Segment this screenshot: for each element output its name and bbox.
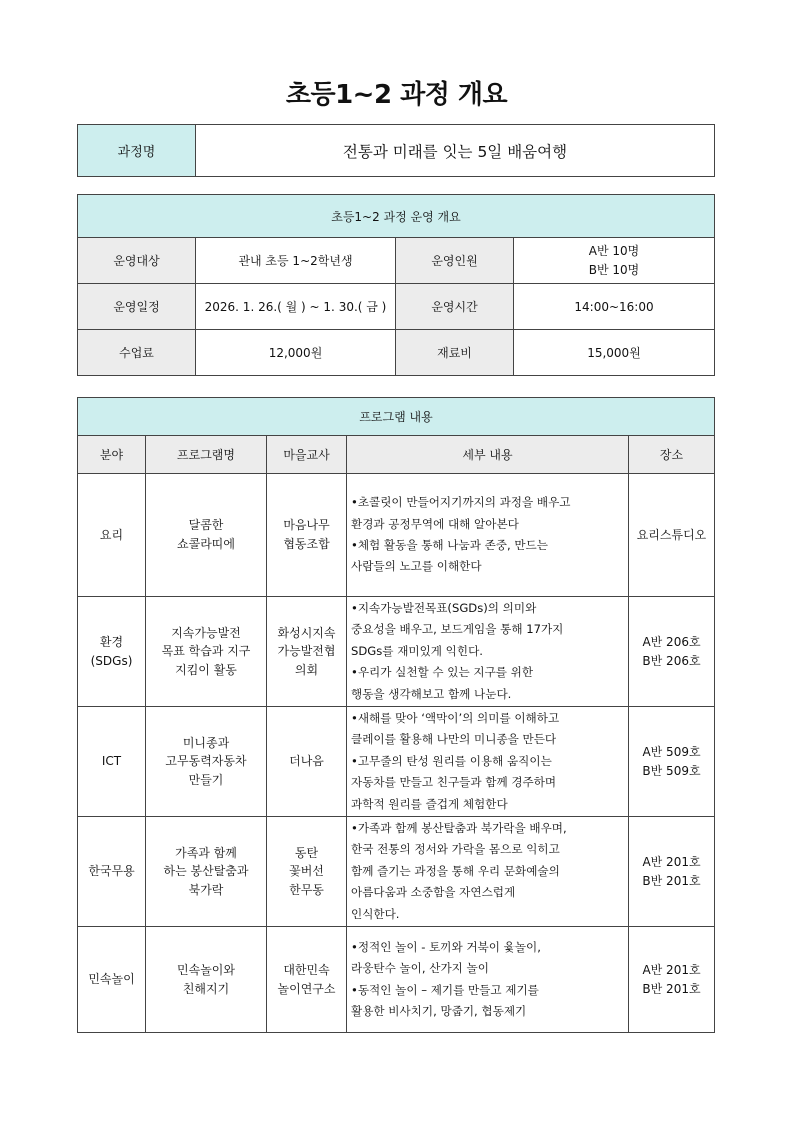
row-teacher: 동탄 꽃버선 한무동 [267,817,347,927]
table-row [78,474,715,597]
row-place: A반 206호 B반 206호 [629,597,715,707]
row-details [347,597,629,707]
detail-item: •고무줄의 탄성 원리를 이용해 움직이는 자동차를 만들고 친구들과 함께 경주하며 과학적 원리를 즐겁게 체험한다 [351,753,557,811]
detail-item: •가족과 함께 봉산탈춤과 북가락을 배우며, 한국 전통의 정서와 가락을 몸으로 익히고 함께 즐기는 과정을 통해 우리 문화예술의 아름다움과 소중함을 자연스럽게 인식한다. [351,820,567,921]
row-place: 요리스튜디오 [629,474,715,597]
program-header: 프로그램 내용 [78,398,715,436]
operation-header: 초등1~2 과정 운영 개요 [78,195,715,238]
row-details [347,927,629,1033]
row-program-name: 지속가능발전 목표 학습과 지구 지킴이 활동 [146,597,267,707]
row-teacher: 더나음 [267,707,347,817]
row-place: A반 509호 B반 509호 [629,707,715,817]
column-header-details: 세부 내용 [347,436,629,474]
fee-label: 수업료 [78,330,196,376]
row-program-name: 달콤한 쇼콜라띠에 [146,474,267,597]
row-program-name: 가족과 함께 하는 봉산탈춤과 북가락 [146,817,267,927]
schedule-value: 2026. 1. 26.( 월 ) ~ 1. 30.( 금 ) [196,284,396,330]
target-value: 관내 초등 1~2학년생 [196,238,396,284]
detail-item: •우리가 실천할 수 있는 지구를 위한 행동을 생각해보고 함께 나눈다. [351,665,534,701]
row-details [347,707,629,817]
page-title: 초등1~2 과정 개요 [285,80,508,110]
table-row [78,597,715,707]
table-row [78,927,715,1033]
headcount-value: A반 10명 B반 10명 [514,238,715,284]
detail-item: •지속가능발전목표(SGDs)의 의미와 중요성을 배우고, 보드게임을 통해 17가지 SDGs를 재미있게 익힌다. [351,600,564,658]
fee-value: 12,000원 [196,330,396,376]
row-place: A반 201호 B반 201호 [629,817,715,927]
row-field: 민속놀이 [78,927,146,1033]
table-row [78,817,715,927]
schedule-label: 운영일정 [78,284,196,330]
material-label: 재료비 [396,330,514,376]
row-teacher: 마음나무 협동조합 [267,474,347,597]
column-header-place: 장소 [629,436,715,474]
row-field: 요리 [78,474,146,597]
detail-item: •체험 활동을 통해 나눔과 존중, 만드는 사람들의 노고를 이해한다 [351,538,548,574]
row-program-name: 민속놀이와 친해지기 [146,927,267,1033]
program-table [77,397,715,1033]
detail-item: •동적인 놀이 – 제기를 만들고 제기를 활용한 비사치기, 망줍기, 협동제기 [351,982,539,1018]
time-label: 운영시간 [396,284,514,330]
detail-item: •새해를 맞아 ‘액막이’의 의미를 이해하고 클레이를 활용해 나만의 미니종을 만든다 [351,710,560,747]
table-row [78,707,715,817]
row-field: ICT [78,707,146,817]
target-label: 운영대상 [78,238,196,284]
course-name: 전통과 미래를 잇는 5일 배움여행 [196,125,715,177]
column-header-field: 분야 [78,436,146,474]
row-teacher: 화성시지속 가능발전협 의회 [267,597,347,707]
row-place: A반 201호 B반 201호 [629,927,715,1033]
row-teacher: 대한민속 놀이연구소 [267,927,347,1033]
row-details [347,817,629,927]
row-field: 환경 (SDGs) [78,597,146,707]
detail-item: •정적인 놀이 - 토끼와 거북이 윷놀이, 라웅탄수 놀이, 산가지 놀이 [351,939,541,976]
course-label: 과정명 [78,125,196,177]
row-details [347,474,629,597]
column-header-name: 프로그램명 [146,436,267,474]
row-field: 한국무용 [78,817,146,927]
operation-table [77,194,715,376]
material-value: 15,000원 [514,330,715,376]
time-value: 14:00~16:00 [514,284,715,330]
column-header-teacher: 마을교사 [267,436,347,474]
course-table [77,124,715,177]
headcount-label: 운영인원 [396,238,514,284]
detail-item: •초콜릿이 만들어지기까지의 과정을 배우고 환경과 공정무역에 대해 알아본다 [351,495,571,531]
row-program-name: 미니종과 고무동력자동차 만들기 [146,707,267,817]
